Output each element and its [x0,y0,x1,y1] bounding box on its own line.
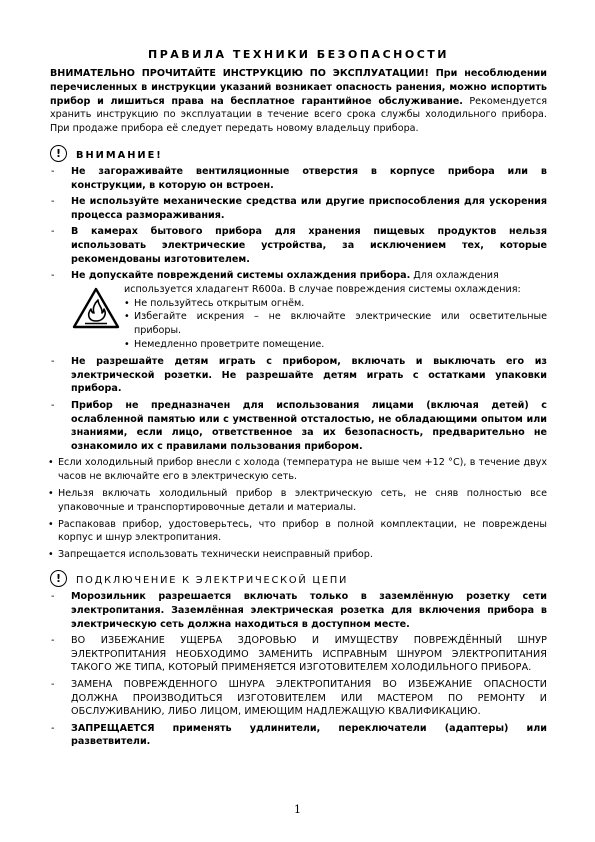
intro-bold: ВНИМАТЕЛЬНО ПРОЧИТАЙТЕ ИНСТРУКЦИЮ ПО ЭКСПЛУАТАЦИИ! При несоблюдении перечисленных в инструкции указаний возникает опасность ранения, можно испортить прибор и лишиться права на бесплатное гарантийное обслуживание. [50,68,547,107]
list-item: • Не пользуйтесь открытым огнём. [124,297,547,311]
connection-heading [50,570,547,590]
list-item: - Не разрешайте детям играть с прибором, включать и выключать его из электрической розетки. Не разрешайте детям играть с остатками упаковки прибора. [51,355,547,395]
attention-title: ВНИМАНИЕ! [76,149,163,161]
list-item: - Морозильник разрешается включать только в заземлённую розетку сети электропитания. Заземлённая электрическая розетка для включения прибора в электрическую сеть должна находиться в доступном месте. [51,591,547,630]
list-item: - ЗАМЕНА ПОВРЕЖДЕННОГО ШНУРА ЭЛЕКТРОПИТАНИЯ ВО ИЗБЕЖАНИЕ ОПАСНОСТИ ДОЛЖНА ПРОИЗВОДИТЬСЯ ИЗГОТОВИТЕЛЕМ ИЛИ МАСТЕРОМ ПО РЕМОНТУ И ОБСЛУЖИВАНИЮ, ЛИБО ЛИЦОМ, ИМЕЮЩИМ НАДЛЕЖАЩУЮ КВАЛИФИКАЦИЮ. [51,678,547,718]
bullet-item: • Запрещается использовать технически неисправный прибор. [48,548,547,562]
page-title: ПРАВИЛА ТЕХНИКИ БЕЗОПАСНОСТИ [148,48,449,61]
bullet-item: • Нельзя включать холодильный прибор в электрическую сеть, не сняв полностью все упаковочные и транспортировочные детали и материалы. [48,487,547,515]
bullet-item: • Распаковав прибор, удостоверьтесь, что прибор в полной комплектации, не повреждены корпус и шнур электропитания. [48,518,547,546]
list-item: - ВО ИЗБЕЖАНИЕ УЩЕРБА ЗДОРОВЬЮ И ИМУЩЕСТВУ ПОВРЕЖДЁННЫЙ ШНУР ЭЛЕКТРОПИТАНИЯ НЕОБХОДИМО ЗАМЕНИТЬ ИСПРАВНЫМ ШНУРОМ ЭЛЕКТРОПИТАНИЯ ТАКОГО ЖЕ ТИПА, КОТОРЫЙ ПРИМЕНЯЕТСЯ ИЗГОТОВИТЕЛЕМ ХОЛОДИЛЬНОГО ПРИБОРА. [51,634,547,674]
list-item: • Немедленно проветрите помещение. [124,338,547,352]
cooling-intro: используется хладагент R600a. В случае повреждения системы охлаждения: [124,283,521,295]
flammable-warning-icon [72,287,120,329]
connection-title: ПОДКЛЮЧЕНИЕ К ЭЛЕКТРИЧЕСКОЙ ЦЕПИ [76,575,349,586]
bullet-item: • Если холодильный прибор внесли с холода (температура не выше чем +12 °С), в течение двух часов не включайте его в электрическую сеть. [48,456,547,484]
cooling-block [50,283,547,352]
exclamation-icon: ! [50,570,67,587]
list-item: - В камерах бытового прибора для хранения пищевых продуктов нельзя использовать электрические устройства, за исключением тех, которые рекомендованы изготовителем. [51,226,547,265]
intro-normal: Рекомендуется хранить инструкцию по эксплуатации в течение всего срока службы холодильного прибора. При продаже прибора её следует передать новому владельцу прибора. [50,95,547,135]
list-item: - ЗАПРЕЩАЕТСЯ применять удлинители, переключатели (адаптеры) или разветвители. [51,722,547,748]
list-item: • Избегайте искрения – не включайте электрические или осветительные приборы. [124,310,547,338]
page-content [50,48,547,752]
attention-heading [50,145,547,165]
list-item-cooling: - Не допускайте повреждений системы охлаждения прибора. Для охлаждения [51,270,499,282]
list-item: - Прибор не предназначен для использования лицами (включая детей) с ослабленной памятью или с умственной отсталостью, не обладающими опытом или знаниями, если лицо, ответственное за их безопасность, предварительно не ознакомило их с правилами пользования прибором. [51,399,547,453]
cooling-sublist [124,297,547,352]
page-number: 1 [294,803,301,816]
exclamation-icon: ! [50,145,67,162]
list-item: - Не загораживайте вентиляционные отверстия в корпусе прибора или в конструкции, в которую он встроен. [51,165,547,191]
list-item: - Не используйте механические средства или другие приспособления для ускорения процесса размораживания. [51,196,547,221]
intro-paragraph [50,67,547,136]
